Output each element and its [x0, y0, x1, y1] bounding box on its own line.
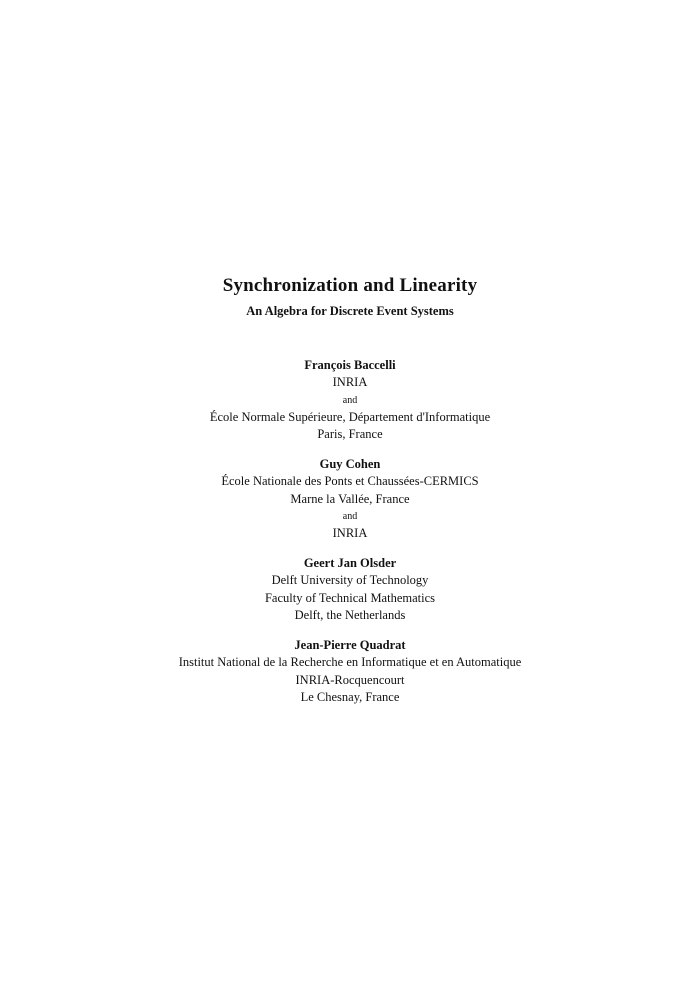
- affiliation-line: Institut National de la Recherche en Informatique et en Automatique: [178, 655, 522, 670]
- author-name: Guy Cohen: [319, 457, 381, 471]
- book-title: Synchronization and Linearity: [222, 275, 478, 296]
- book-subtitle: An Algebra for Discrete Event Systems: [246, 304, 454, 318]
- affiliation-line: École Normale Supérieure, Département d'Informatique: [209, 409, 491, 424]
- author-block-olsder: [0, 555, 700, 624]
- affiliation-line: École Nationale des Ponts et Chaussées-CERMICS: [221, 474, 479, 489]
- affiliation-line: INRIA-Rocquencourt: [295, 672, 405, 687]
- affiliation-conjunction: and: [342, 394, 358, 406]
- affiliation-location: Delft, the Netherlands: [294, 607, 406, 622]
- author-name: François Baccelli: [304, 358, 396, 372]
- affiliation-location: Le Chesnay, France: [300, 689, 400, 704]
- affiliation-location: Marne la Vallée, France: [290, 491, 410, 506]
- author-name: Jean-Pierre Quadrat: [294, 638, 406, 652]
- affiliation-line: Faculty of Technical Mathematics: [264, 590, 436, 605]
- author-block-quadrat: [0, 637, 700, 706]
- affiliation-line: INRIA: [332, 526, 368, 541]
- author-name: Geert Jan Olsder: [303, 556, 397, 570]
- affiliation-conjunction: and: [342, 510, 358, 522]
- author-block-cohen: [0, 456, 700, 542]
- affiliation-line: INRIA: [332, 375, 368, 390]
- affiliation-location: Paris, France: [317, 427, 383, 442]
- author-block-baccelli: [0, 357, 700, 443]
- affiliation-line: Delft University of Technology: [271, 573, 429, 588]
